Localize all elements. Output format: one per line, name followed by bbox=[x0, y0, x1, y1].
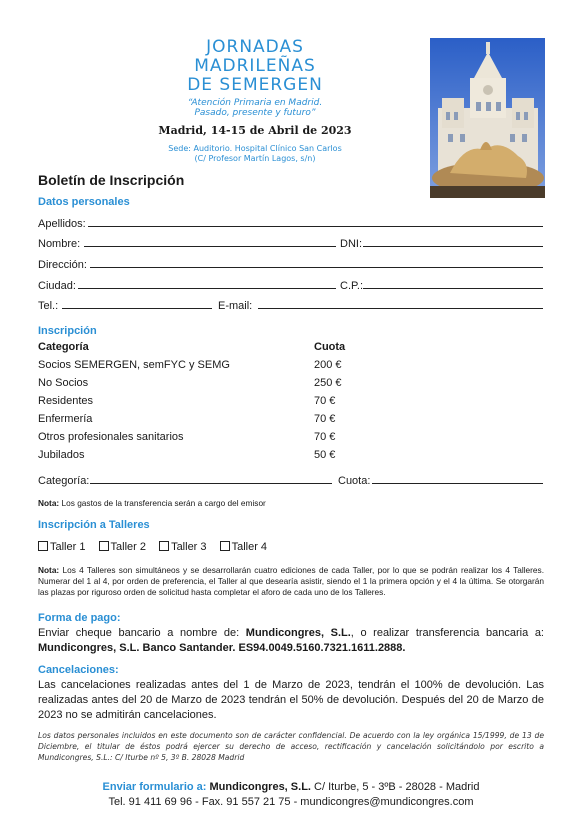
category-row: No Socios bbox=[38, 377, 89, 389]
tel-field[interactable] bbox=[62, 308, 212, 309]
payment-text-1: Enviar cheque bancario a nombre de: bbox=[38, 627, 246, 639]
payment-text-2: , o realizar transferencia bancaria a: bbox=[350, 627, 544, 639]
fee-value: 70 € bbox=[314, 413, 336, 425]
category-row: Otros profesionales sanitarios bbox=[38, 431, 184, 443]
cibeles-photo bbox=[430, 38, 545, 198]
note-label: Nota: bbox=[38, 565, 60, 575]
privacy-notice: Los datos personales incluidos en este documento son de carácter confidencial. De acuerdo con la ley orgánica 15/1999, de 13 de Diciembre, el titular de éstos podrá ejercer su derecho de acceso, rectificación y cancelación solicitándolo por escrito a Mundicongres, S.L.: C/ Iturbe nº 5, 3º B. 28028 Madrid bbox=[38, 731, 544, 762]
event-title-line-2: MADRILEÑAS bbox=[194, 56, 316, 76]
email-field[interactable] bbox=[258, 308, 543, 309]
workshop-label: Taller 1 bbox=[50, 541, 86, 553]
cp-label: C.P.: bbox=[340, 280, 364, 292]
workshop-options bbox=[38, 541, 267, 553]
checkbox[interactable] bbox=[99, 541, 109, 551]
event-subtitle-line-2: Pasado, presente y futuro” bbox=[194, 108, 316, 118]
event-dates: Madrid, 14-15 de Abril de 2023 bbox=[158, 124, 352, 137]
transfer-note bbox=[38, 498, 266, 508]
footer-company: Mundicongres, S.L. bbox=[209, 781, 311, 793]
bank-details: Mundicongres, S.L. Banco Santander. ES94.0049.5160.7321.1611.2888. bbox=[38, 642, 406, 654]
tel-label: Tel.: bbox=[38, 300, 59, 312]
direccion-label: Dirección: bbox=[38, 259, 87, 271]
direccion-field[interactable] bbox=[90, 267, 543, 268]
dni-field[interactable] bbox=[363, 246, 543, 247]
category-column-header: Categoría bbox=[38, 341, 89, 353]
workshop-option-4[interactable] bbox=[220, 541, 267, 553]
fee-column-header: Cuota bbox=[314, 341, 346, 353]
event-title-line-3: DE SEMERGEN bbox=[187, 75, 323, 95]
dni-label: DNI: bbox=[340, 238, 362, 250]
checkbox[interactable] bbox=[38, 541, 48, 551]
workshop-label: Taller 2 bbox=[110, 541, 146, 553]
category-row: Jubilados bbox=[38, 449, 85, 461]
fee-value: 200 € bbox=[314, 359, 342, 371]
note-label: Nota: bbox=[38, 498, 60, 508]
footer-contact: Tel. 91 411 69 96 - Fax. 91 557 21 75 - mundicongres@mundicongres.com bbox=[108, 796, 474, 808]
workshop-option-2[interactable] bbox=[99, 541, 146, 553]
fee-value: 250 € bbox=[314, 377, 342, 389]
personal-data-heading: Datos personales bbox=[38, 196, 130, 208]
categoria-field[interactable] bbox=[90, 483, 332, 484]
registration-heading: Inscripción bbox=[38, 325, 97, 337]
workshops-note bbox=[38, 565, 544, 598]
event-subtitle-line-1: “Atención Primaria en Madrid. bbox=[187, 98, 323, 108]
category-row: Residentes bbox=[38, 395, 94, 407]
payment-text bbox=[38, 626, 544, 656]
note-text: Los gastos de la transferencia serán a cargo del emisor bbox=[59, 498, 266, 508]
ciudad-label: Ciudad: bbox=[38, 280, 76, 292]
apellidos-field[interactable] bbox=[88, 226, 543, 227]
workshop-option-3[interactable] bbox=[159, 541, 206, 553]
cuota-field[interactable] bbox=[372, 483, 543, 484]
nombre-field[interactable] bbox=[84, 246, 336, 247]
workshop-option-1[interactable] bbox=[38, 541, 85, 553]
venue-line-1: Sede: Auditorio. Hospital Clínico San Carlos bbox=[168, 144, 342, 153]
footer-send-line bbox=[0, 781, 582, 793]
fee-value: 70 € bbox=[314, 395, 336, 407]
cuota-field-label: Cuota: bbox=[338, 475, 371, 487]
workshop-label: Taller 3 bbox=[171, 541, 207, 553]
email-label: E-mail: bbox=[218, 300, 253, 312]
category-row: Socios SEMERGEN, semFYC y SEMG bbox=[38, 359, 230, 371]
checkbox[interactable] bbox=[159, 541, 169, 551]
payment-heading: Forma de pago: bbox=[38, 612, 121, 624]
nombre-label: Nombre: bbox=[38, 238, 81, 250]
note-text: Los 4 Talleres son simultáneos y se desarrollarán cuatro ediciones de cada Taller, por lo que se podrán realizar los 4 Talleres. Numerar del 1 al 4, por orden de preferencia, el Taller al que desearía asistir, siendo el 1 la primera opción y el 4 la última. Se otorgarán las plazas por riguroso orden de solicitud hasta completar el aforo de cada uno de los Talleres. bbox=[38, 565, 544, 597]
checkbox[interactable] bbox=[220, 541, 230, 551]
send-label: Enviar formulario a: bbox=[102, 781, 210, 793]
fee-value: 70 € bbox=[314, 431, 336, 443]
ciudad-field[interactable] bbox=[78, 288, 336, 289]
category-row: Enfermería bbox=[38, 413, 93, 425]
event-title-line-1: JORNADAS bbox=[206, 37, 304, 57]
venue-line-2: (C/ Profesor Martín Lagos, s/n) bbox=[194, 154, 316, 163]
cancellations-heading: Cancelaciones: bbox=[38, 664, 119, 676]
apellidos-label: Apellidos: bbox=[38, 218, 86, 230]
form-title: Boletín de Inscripción bbox=[38, 172, 185, 188]
cancellations-text: Las cancelaciones realizadas antes del 1 de Marzo de 2023, tendrán el 100% de devolución. Las realizadas antes del 20 de Marzo de 2023 tendrán el 50% de devolución. Después del 20 de Marzo de 2023 no se admitirán cancelaciones. bbox=[38, 679, 544, 721]
footer-address: C/ Iturbe, 5 - 3ºB - 28028 - Madrid bbox=[310, 781, 480, 793]
payee-name: Mundicongres, S.L. bbox=[245, 627, 351, 639]
cp-field[interactable] bbox=[363, 288, 543, 289]
categoria-field-label: Categoría: bbox=[38, 475, 90, 487]
workshops-heading: Inscripción a Talleres bbox=[38, 519, 150, 531]
workshop-label: Taller 4 bbox=[231, 541, 268, 553]
fee-value: 50 € bbox=[314, 449, 336, 461]
